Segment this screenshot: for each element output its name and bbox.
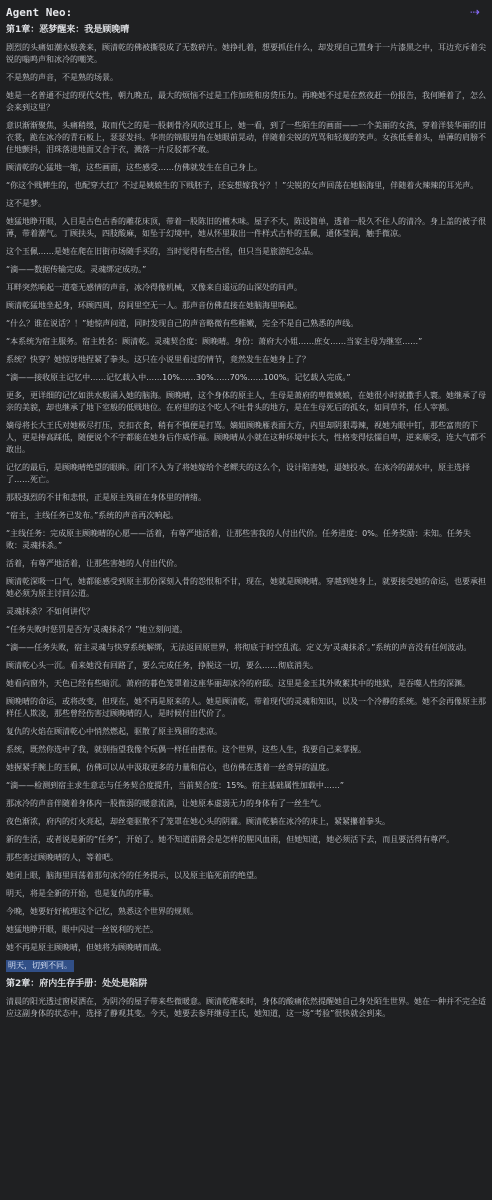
chapter-1-title: 第1章：恶梦醒来：我是顾晚晴 [6,25,130,35]
paragraph: 明天，将是全新的开始，也是复仇的序幕。 [6,889,158,898]
paragraph: “任务失败时惩罚是否为‘灵魂抹杀’？”她立刻问道。 [6,625,188,634]
paragraph: 今晚，她要好好梳理这个记忆，熟悉这个世界的规则。 [6,907,198,916]
paragraph: 她不再是原主顾晚晴，但她将为顾晚晴而战。 [6,943,166,952]
paragraph: 她猛地睁开眼，眼中闪过一丝锐利的光芒。 [6,925,158,934]
paragraph: 灵魂抹杀？不如何讲代？ [6,607,94,616]
paragraph: “宿主，主线任务已发布。”系统的声音再次响起。 [6,511,179,520]
paragraph: 她猛地睁开眼，入目是古色古香的雕花床顶，带着一股陈旧的檀木味。屋子不大，陈设简单，透着一股久不住人的清冷。身上盖的被子很薄，带着潮气。丁顾扶头，四肢酸麻，如坠于幻境中，她从怀里取出一件样式古朴的玉佩，通体莹润，触手微凉。 [6,217,486,238]
paragraph: 新的生活，或者说是新的“任务”，开始了。她不知道前路会是怎样的腥风血雨，但她知道，她必须活下去，而且要活得有尊严。 [6,835,455,844]
paragraph: 她握紧手腕上的玉佩，仿佛可以从中汲取更多的力量和信心，也仿佛在透着一丝奇异的温度。 [6,763,334,772]
paragraph: 更多，更详细的记忆如洪水般涌入她的脑海。顾晚晴，这个身体的原主人，生母是萧府的卑微姨娘，在她很小时就撒手人寰。她继承了母亲的美貌，却也继承了地下室般的低贱地位。在府里的这个吃人不吐骨头的地方，是在生母死后的孤女，如同草芥，任人宰割。 [6,391,486,412]
paragraph: 她看向窗外，天色已经有些暗沉。萧府的暮色笼罩着这座华丽却冰冷的府邸。这里是金玉其外败絮其中的地狱，是吞噬人性的深渊。 [6,679,470,688]
paragraph: 耳畔突然响起一道毫无感情的声音，冰冷得像机械，又像来自遥远的山深处的回声。 [6,283,302,292]
paragraph: 不是熟的声音，不是熟的场景。 [6,73,118,82]
paragraph: 复仇的火焰在顾清乾心中悄然燃起，驱散了原主残留的悲凉。 [6,727,222,736]
paragraph: 顾清乾深吸一口气，她都能感受到原主那份深刻入骨的怨恨和不甘，现在，她就是顾晚晴。穿越到她身上，就要接受她的命运，也要承担她必须为原主讨回公道。 [6,577,486,598]
collapse-expand-icon[interactable]: ⇢ [469,5,481,19]
paragraph: 顾清乾心头一沉。看来她没有回路了，要么完成任务，挣脱这一切，要么……彻底消失。 [6,661,318,670]
paragraph: “滴——任务失败，宿主灵魂与快穿系统解绑，无法返回原世界，将彻底于时空乱流。定义为‘灵魂抹杀’。”系统的声音没有任何波动。 [6,643,472,652]
paragraph: “本系统为宿主服务。宿主姓名：顾清乾。灵魂契合度：顾晚晴。身份：萧府大小姐……庶女……当家主母为继室……” [6,337,423,346]
paragraph: “滴——接收原主记忆中……记忆载入中……10%……30%……70%……100%。记忆载入完成。” [6,373,351,382]
paragraph: 这不是梦。 [6,199,46,208]
paragraph: 她闭上眼，脑海里回荡着那句冰冷的任务提示，以及原主临死前的绝望。 [6,871,262,880]
highlight-paragraph [6,960,486,972]
chapter-2-paragraph: 清晨的阳光透过窗棂洒在，为阴冷的屋子带来些微暖意。顾清乾醒来时，身体的酸痛依然提醒她自己身处陌生世界。她在一种并不完全适应这副身体的状态中，选择了静观其变。今天，她要去参拜继母王氏，她知道，这一场“考验”很快就会到来。 [6,997,486,1018]
app-header [0,0,492,24]
paragraph: 系统，既然你选中了我，就别指望我像个玩偶一样任由摆布。这个世界，这些人生，我要自己来掌握。 [6,745,366,754]
agent-title: Agent Neo: [6,5,73,19]
paragraph: “滴——检测到宿主求生意志与任务契合度提升，当前契合度：15%。宿主基础属性加载中……” [6,781,345,790]
paragraph: 记忆的最后，是顾晚晴绝望的眼眸。闭门不入为了将她嫁给个老鳏夫的这么个，设计陷害她，逼她投水。在冰冷的湖水中，原主选择了……死亡。 [6,463,470,484]
paragraph: 嫡母将长大王氏对她极尽打压，克扣衣食，稍有不慎便是打骂。嫡姐顾晚雁表面大方，内里却阴狠毒辣，视她为眼中钉，那些富贵的下人，更是捧高踩低，随便说个不字都能在她身后作威作福。顾晚晴从小就在这种环境中长大，性格变得怯懦自卑，逆来顺受，连大气都不敢出。 [6,421,486,454]
paragraph: 那股强烈的不甘和悲恨，正是原主残留在身体里的情绪。 [6,493,206,502]
paragraph: “主线任务：完成原主顾晚晴的心愿——活着，有尊严地活着，让那些害我的人付出代价。任务进度：0%。任务奖励：未知。任务失败：灵魂抹杀。” [6,529,471,550]
paragraph: 活着，有尊严地活着，让那些害她的人付出代价。 [6,559,182,568]
paragraph: 顾晚晴的命运，或将改变，但现在，她不再是原来的人。她是顾清乾，带着现代的灵魂和知识，以及一个冷静的系统。她不会再像原主那样任人欺凌，那些曾经伤害过顾晚晴的人，是时候付出代价了。 [6,697,486,718]
paragraph: 那冰冷的声音伴随着身体内一股微弱的暖意流淌，让她原本虚弱无力的身体有了一丝生气。 [6,799,326,808]
paragraph: 这个玉佩……是她在爬在旧街市场随手买的，当时觉得有些古怪，但只当是旅游纪念品。 [6,247,318,256]
paragraph: 剧烈的头痛如潮水般袭来，顾清乾的佛被撕裂成了无数碎片。她挣扎着，想要抓住什么，却发现自己置身于一片漆黑之中，耳边充斥着尖锐的嗡鸣声和冰冷的嘲笑。 [6,43,486,64]
paragraph: 顾清乾的心猛地一缩，这些画面，这些感受……仿佛就发生在自己身上。 [6,163,262,172]
paragraph: 意识渐渐聚焦，头痛稍缓，取而代之的是一股刺骨冷风吹过耳上，她一看，到了一些陌生的画面——一个美丽的女孩，穿着洋装华丽的旧衣裳，跪在冰冷的青石板上，瑟瑟发抖。华贵的锦服男角在她眼前晃动，伴随着尖锐的咒骂和轻蔑的笑声。女孩低垂着头，单薄的肩膀不住地颤抖，泪珠落进地面又合于衣，溅落一片反驳都不敢。 [6,121,486,154]
paragraph: 她是一名普通不过的现代女性，朝九晚五，最大的烦恼不过是工作加班和房贷压力。再晚她不过是在熬夜赶一份报告，我何睡着了，怎么会来到这里？ [6,91,486,112]
paragraph: “滴——数据传输完成。灵魂绑定成功。” [6,265,147,274]
chapter-2-title: 第2章：府内生存手册：处处是陷阱 [6,979,148,989]
paragraph: “你这个贱婢生的，也配穿大红？不过是姨娘生的下贱胚子，还妄想嫁我兮？！”尖锐的女声回荡在她脑海里，伴随着火辣辣的耳光声。 [6,181,479,190]
paragraph: 顾清乾猛地坐起身，环顾四周，房间里空无一人。那声音仿佛直接在她脑海里响起。 [6,301,302,310]
story-content [0,24,492,1200]
selected-text-highlight[interactable]: 明天，切到不同。 [8,961,72,970]
paragraph: 系统？快穿？她惊讶地捏紧了拳头。这只在小说里看过的情节，竟然发生在她身上了？ [6,355,310,364]
paragraph: “什么？谁在说话？！”她惊声问道，同时发现自己的声音略微有些稚嫩，完全不是自己熟悉的声线。 [6,319,359,328]
paragraph: 那些害过顾晚晴的人，等着吧。 [6,853,118,862]
paragraph: 夜色渐浓，府内的灯火亮起，却丝毫驱散不了笼罩在她心头的阴霾。顾清乾躺在冰冷的床上，紧紧攥着拳头。 [6,817,390,826]
